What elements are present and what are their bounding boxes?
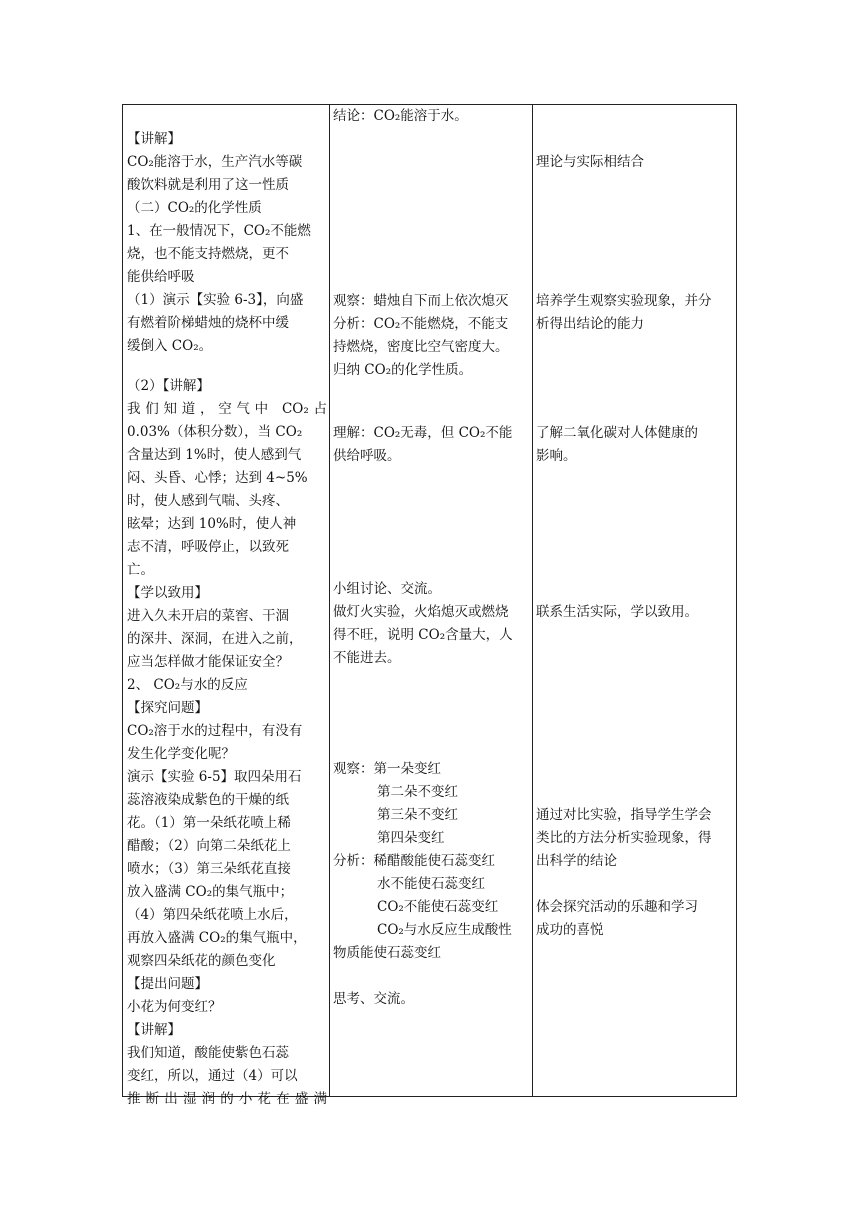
text-line: 第二朵不变红	[377, 784, 458, 800]
lesson-table	[122, 104, 737, 1107]
text-line: 有燃着阶梯蜡烛的烧杯中缓	[127, 315, 289, 331]
text-line: 影响。	[536, 448, 577, 464]
text-line: 得不旺，说明 CO₂含量大，人	[333, 627, 513, 643]
text-line: 观察四朵纸花的颜色变化	[127, 953, 276, 969]
text-line: CO₂能溶于水，生产汽水等碳	[127, 154, 303, 170]
text-line: 联系生活实际，学以致用。	[536, 604, 698, 620]
text-line: 【探究问题】	[127, 700, 208, 716]
text-line: 蕊溶液染成紫色的干燥的纸	[127, 792, 289, 808]
text-line: 能供给呼吸	[127, 269, 195, 285]
text-line: 第四朵变红	[377, 830, 445, 846]
text-line: 【讲解】	[127, 1022, 181, 1038]
column-divider	[329, 105, 330, 1096]
text-line: 烧，也不能支持燃烧，更不	[127, 246, 289, 262]
text-line: 眩晕；达到 10%时，使人神	[127, 516, 297, 532]
text-line: 观察：蜡烛自下而上依次熄灭	[333, 293, 509, 309]
text-line: 结论：CO₂能溶于水。	[333, 108, 468, 124]
design-intent-column	[536, 105, 734, 1096]
text-line: 酸饮料就是利用了这一性质	[127, 177, 289, 193]
text-line: 通过对比实验，指导学生学会	[536, 807, 712, 823]
text-line: CO₂溶于水的过程中，有没有	[127, 723, 303, 739]
text-line: 我们知道，酸能使紫色石蕊	[127, 1045, 289, 1061]
text-line: 进入久未开启的菜窖、干涸	[127, 608, 289, 624]
text-line: 类比的方法分析实验现象，得	[536, 830, 712, 846]
text-line: 应当怎样做才能保证安全？	[127, 654, 289, 670]
text-line: （2）【讲解】	[127, 378, 210, 394]
text-line: 供给呼吸。	[333, 448, 401, 464]
text-line: 发生化学变化呢？	[127, 746, 235, 762]
text-line: （二）CO₂的化学性质	[127, 200, 262, 216]
text-line: 理论与实际相结合	[536, 154, 644, 170]
text-line: 体会探究活动的乐趣和学习	[536, 899, 698, 915]
text-line: 培养学生观察实验现象，并分	[536, 293, 712, 309]
text-line: 物质能使石蕊变红	[333, 945, 441, 961]
text-line: 【讲解】	[127, 131, 181, 147]
text-line: 【提出问题】	[127, 976, 208, 992]
text-line: 放入盛满 CO₂的集气瓶中；	[127, 884, 294, 900]
column-divider	[532, 105, 533, 1096]
text-line: 闷、头昏、心悸；达到 4~5%	[127, 470, 308, 486]
text-line: 理解：CO₂无毒，但 CO₂不能	[333, 425, 513, 441]
student-activity-column	[333, 105, 531, 1096]
text-line: 推断出湿润的小花在盛满	[127, 1091, 327, 1107]
text-line: 【学以致用】	[127, 585, 208, 601]
text-line: （1）演示【实验 6-3】，向盛	[127, 292, 304, 308]
text-line: 出科学的结论	[536, 853, 617, 869]
text-line: 的深井、深洞，在进入之前，	[127, 631, 303, 647]
text-line: 思考、交流。	[333, 991, 414, 1007]
text-line: 观察：第一朵变红	[333, 761, 441, 777]
text-line: 第三朵不变红	[377, 807, 458, 823]
text-line: （4）第四朵纸花喷上水后，	[127, 907, 298, 923]
text-line: 再放入盛满 CO₂的集气瓶中，	[127, 930, 307, 946]
text-line: 成功的喜悦	[536, 922, 604, 938]
text-line: 喷水；（3）第三朵纸花直接	[127, 861, 291, 877]
text-line: 不能进去。	[333, 650, 401, 666]
text-line: CO₂与水反应生成酸性	[377, 922, 512, 938]
text-line: 含量达到 1%时，使人感到气	[127, 447, 302, 463]
text-line: 分析：CO₂不能燃烧，不能支	[333, 316, 509, 332]
text-line: 分析：稀醋酸能使石蕊变红	[333, 853, 495, 869]
text-line: 志不清，呼吸停止，以致死	[127, 539, 289, 555]
text-line: CO₂不能使石蕊变红	[377, 899, 499, 915]
text-line: 花。（1）第一朵纸花喷上稀	[127, 815, 291, 831]
text-line: 析得出结论的能力	[536, 316, 644, 332]
text-line: 0.03%（体积分数），当 CO₂	[127, 424, 303, 440]
text-line: 水不能使石蕊变红	[377, 876, 485, 892]
text-line: 演示【实验 6-5】取四朵用石	[127, 769, 302, 785]
text-line: 小组讨论、交流。	[333, 581, 441, 597]
text-line: 小花为何变红？	[127, 999, 222, 1015]
text-line: 我们知道，空气中 CO₂占	[127, 401, 327, 417]
text-line: 缓倒入 CO₂。	[127, 338, 213, 354]
text-line: 醋酸；（2）向第二朵纸花上	[127, 838, 291, 854]
text-line: 1、在一般情况下，CO₂不能燃	[127, 223, 311, 239]
text-line: 持燃烧，密度比空气密度大。	[333, 339, 509, 355]
teacher-activity-column	[127, 105, 327, 1107]
text-line: 2、 CO₂与水的反应	[127, 677, 248, 693]
text-line: 时，使人感到气喘、头疼、	[127, 493, 289, 509]
text-line: 做灯火实验，火焰熄灭或燃烧	[333, 604, 509, 620]
text-line: 变红，所以，通过（4）可以	[127, 1068, 298, 1084]
text-line: 归纳 CO₂的化学性质。	[333, 362, 473, 378]
text-line: 亡。	[127, 562, 154, 578]
text-line: 了解二氧化碳对人体健康的	[536, 425, 698, 441]
